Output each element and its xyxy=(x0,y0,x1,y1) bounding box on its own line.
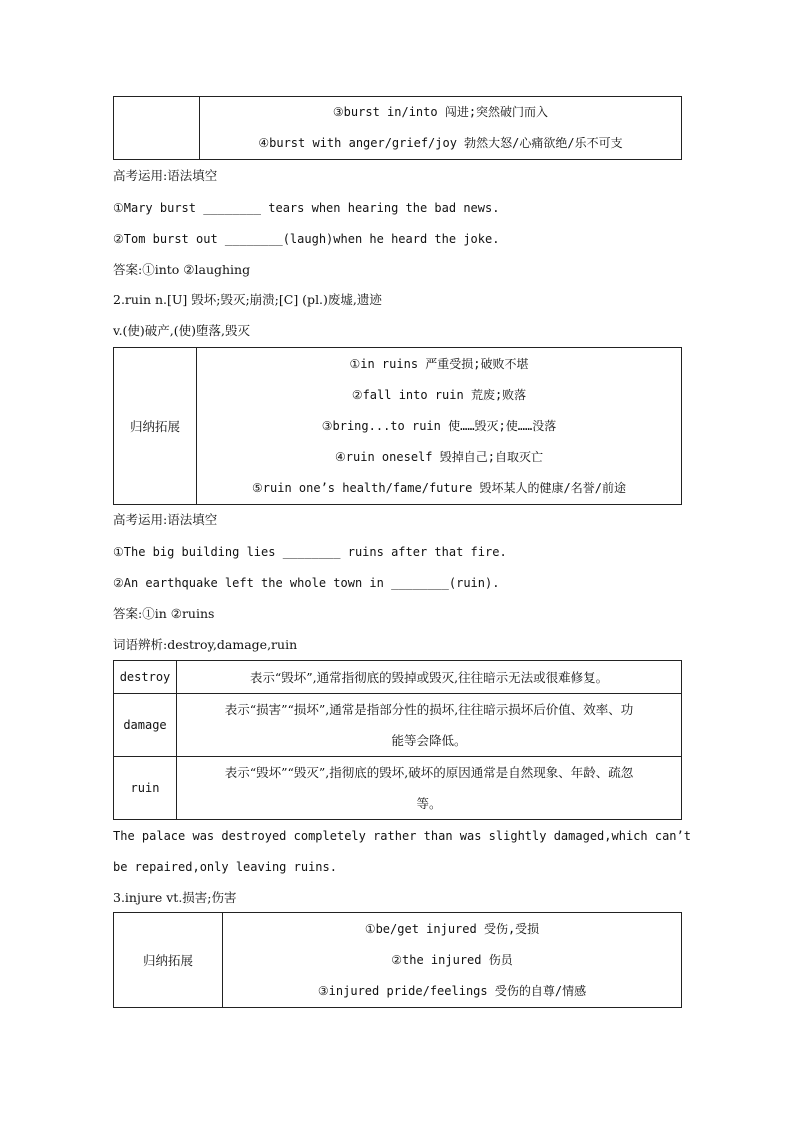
ruin-table-label: 归纳拓展 xyxy=(114,348,197,505)
injure-entry-title: 3.injure vt.损害;伤害 xyxy=(113,890,237,905)
burst-item-3: ③burst in/into 闯进;突然破门而入 xyxy=(332,105,549,119)
injure-table-items-cell xyxy=(223,913,682,1008)
comparison-example-line-1: The palace was destroyed completely rather than was slightly damaged,which can’t xyxy=(113,829,691,843)
ruin-item-3: ③bring...to ruin 使……毁灭;使……没落 xyxy=(321,418,557,433)
comparison-description xyxy=(177,694,682,757)
comparison-row-ruin xyxy=(114,757,682,820)
comparison-word: destroy xyxy=(114,661,177,694)
comparison-row-destroy xyxy=(114,661,682,694)
comparison-description: 表示“毁坏”,通常指彻底的毁掉或毁灭,往往暗示无法或很难修复。 xyxy=(177,661,682,694)
comparison-word: ruin xyxy=(114,757,177,820)
ruin-question-2: ②An earthquake left the whole town in ________(ruin). xyxy=(113,576,500,590)
burst-answer: 答案:①into ②laughing xyxy=(113,262,251,277)
comparison-description-line: 能等会降低。 xyxy=(391,733,467,748)
ruin-question-1: ①The big building lies ________ ruins after that fire. xyxy=(113,545,507,559)
injure-item-2: ②the injured 伤员 xyxy=(391,952,513,967)
comparison-description-line: 表示“损害”“损坏”,通常是指部分性的损坏,往往暗示损坏后价值、效率、功 xyxy=(224,702,634,717)
comparison-example-line-2: be repaired,only leaving ruins. xyxy=(113,860,337,874)
ruin-entry-title: 2.ruin n.[U] 毁坏;毁灭;崩溃;[C] (pl.)废墟,遗迹 xyxy=(113,292,382,307)
burst-question-2: ②Tom burst out ________(laugh)when he heard the joke. xyxy=(113,232,500,246)
comparison-row-damage xyxy=(114,694,682,757)
ruin-item-4: ④ruin oneself 毁掉自己;自取灭亡 xyxy=(335,449,543,464)
injure-expansion-table xyxy=(113,912,682,1008)
ruin-item-2: ②fall into ruin 荒废;败落 xyxy=(351,387,527,402)
ruin-expansion-table xyxy=(113,347,682,505)
burst-exercise-heading: 高考运用:语法填空 xyxy=(113,168,218,183)
ruin-item-5: ⑤ruin one’s health/fame/future 毁坏某人的健康/名誉/前途 xyxy=(252,480,626,495)
comparison-word: damage xyxy=(114,694,177,757)
ruin-exercise-heading: 高考运用:语法填空 xyxy=(113,512,218,527)
ruin-verb-meaning: v.(使)破产,(使)堕落,毁灭 xyxy=(113,323,251,338)
injure-table-label: 归纳拓展 xyxy=(114,913,223,1008)
comparison-description-line: 表示“毁坏”“毁灭”,指彻底的毁坏,破坏的原因通常是自然现象、年龄、疏忽 xyxy=(224,765,634,780)
injure-item-3: ③injured pride/feelings 受伤的自尊/情感 xyxy=(317,983,587,998)
ruin-answer: 答案:①in ②ruins xyxy=(113,606,215,621)
burst-table-items-cell xyxy=(200,97,682,160)
comparison-table xyxy=(113,660,682,820)
comparison-description-line: 等。 xyxy=(416,796,442,811)
burst-table-label-cell xyxy=(114,97,200,160)
burst-item-4: ④burst with anger/grief/joy 勃然大怒/心痛欲绝/乐不可支 xyxy=(258,136,623,150)
comparison-description xyxy=(177,757,682,820)
injure-item-1: ①be/get injured 受伤,受损 xyxy=(364,921,540,936)
comparison-heading: 词语辨析:destroy,damage,ruin xyxy=(113,637,298,652)
ruin-item-1: ①in ruins 严重受损;破败不堪 xyxy=(349,356,529,371)
burst-question-1: ①Mary burst ________ tears when hearing the bad news. xyxy=(113,201,500,215)
ruin-table-items-cell xyxy=(197,348,682,505)
burst-expansion-table xyxy=(113,96,682,160)
